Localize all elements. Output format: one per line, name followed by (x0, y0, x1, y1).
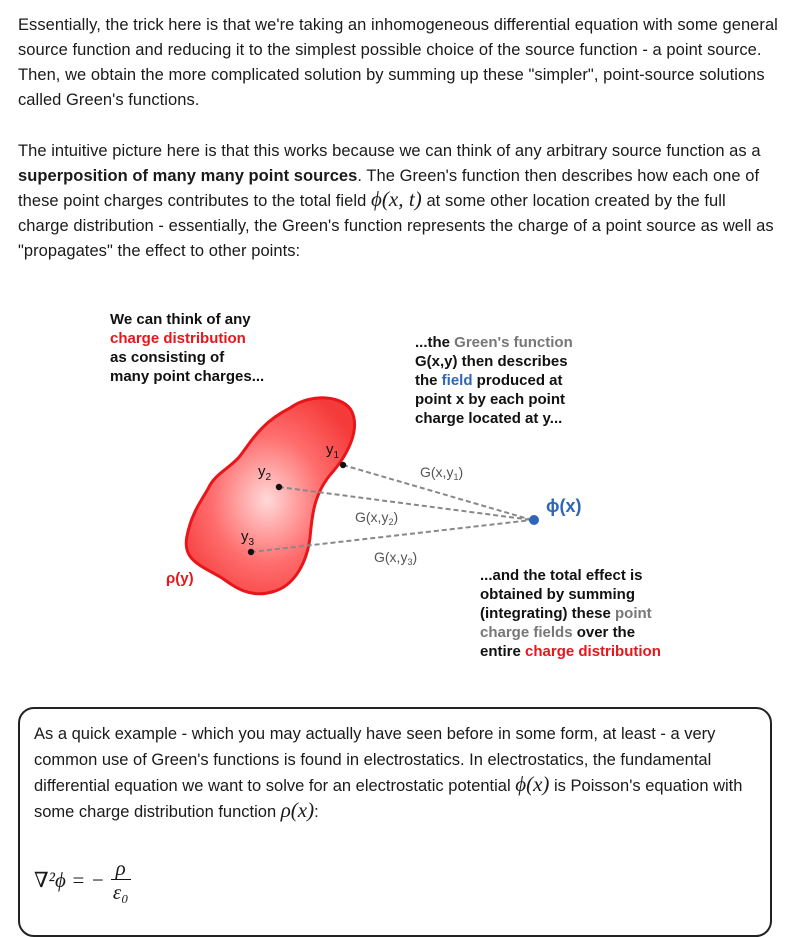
greens-function-figure (0, 300, 793, 680)
caption-green-function: ...the Green's function G(x,y) then describes the field produced at point x by each point charge located at y... (415, 334, 573, 427)
caption-charge-distribution: We can think of any charge distribution as consisting of many point charges... (110, 311, 265, 385)
fraction-denominator: ε₀ (112, 880, 129, 904)
label-y2: $y_2$ (258, 463, 272, 483)
point-y2 (276, 484, 282, 490)
example-paragraph (34, 721, 759, 825)
label-g2: $G(x,y_2)$ (355, 509, 399, 527)
text-run: : (314, 803, 319, 821)
charge-distribution-blob (186, 398, 354, 594)
label-g3: $G(x,y_3)$ (374, 549, 418, 567)
text-run: As a quick example - which you may actually have seen before in some form, at least - a very common use of Green's functions is found in electrostatics. In electrostatics, the fundamental differential equation we want to solve for an electrostatic potential (34, 725, 716, 795)
math-phi-x: ϕ(x) (515, 772, 550, 796)
math-rho-x: ρ(x) (280, 798, 315, 822)
poisson-equation (34, 857, 131, 904)
equation-fraction (111, 857, 131, 904)
fraction-numerator: ρ (111, 857, 131, 880)
bold-phrase: superposition of many many point sources (18, 167, 358, 185)
point-y1 (340, 462, 346, 468)
caption-total-effect: ...and the total effect is obtained by summing (integrating) these point charge fields over the entire charge distribution (480, 567, 661, 660)
label-g1: $G(x,y_1)$ (420, 464, 464, 482)
label-y3: $y_3$ (241, 528, 255, 548)
math-phi-xt: ϕ(x, t) (370, 187, 422, 211)
intro-paragraph: Essentially, the trick here is that we're taking an inhomogeneous differential equation with some general source function and reducing it to the simplest possible choice of the source function - a point source. Then, we obtain the more complicated solution by summing up these "simpler", point-source solutions called Green's functions. (18, 16, 778, 109)
rho-label: ρ(y) (166, 570, 194, 587)
field-point-x (529, 515, 539, 525)
text-run: . The Green's function then describes how each one of these point charges contributes to the total field (18, 167, 760, 210)
example-box (18, 707, 772, 937)
text-run: The intuitive picture here is that this works because we can think of any arbitrary source function as a (18, 142, 761, 160)
text-run: is Poisson's equation with some charge distribution function (34, 777, 743, 821)
phi-label: ϕ(x) (546, 496, 582, 516)
point-y3 (248, 549, 254, 555)
intuition-paragraph (18, 139, 778, 264)
label-y1: $y_1$ (326, 441, 340, 461)
equation-lhs: ∇²ϕ = − (34, 868, 105, 892)
text-run: at some other location created by the full charge distribution - essentially, the Green's function represents the charge of a point source as well as "propagates" the effect to other points: (18, 192, 774, 260)
